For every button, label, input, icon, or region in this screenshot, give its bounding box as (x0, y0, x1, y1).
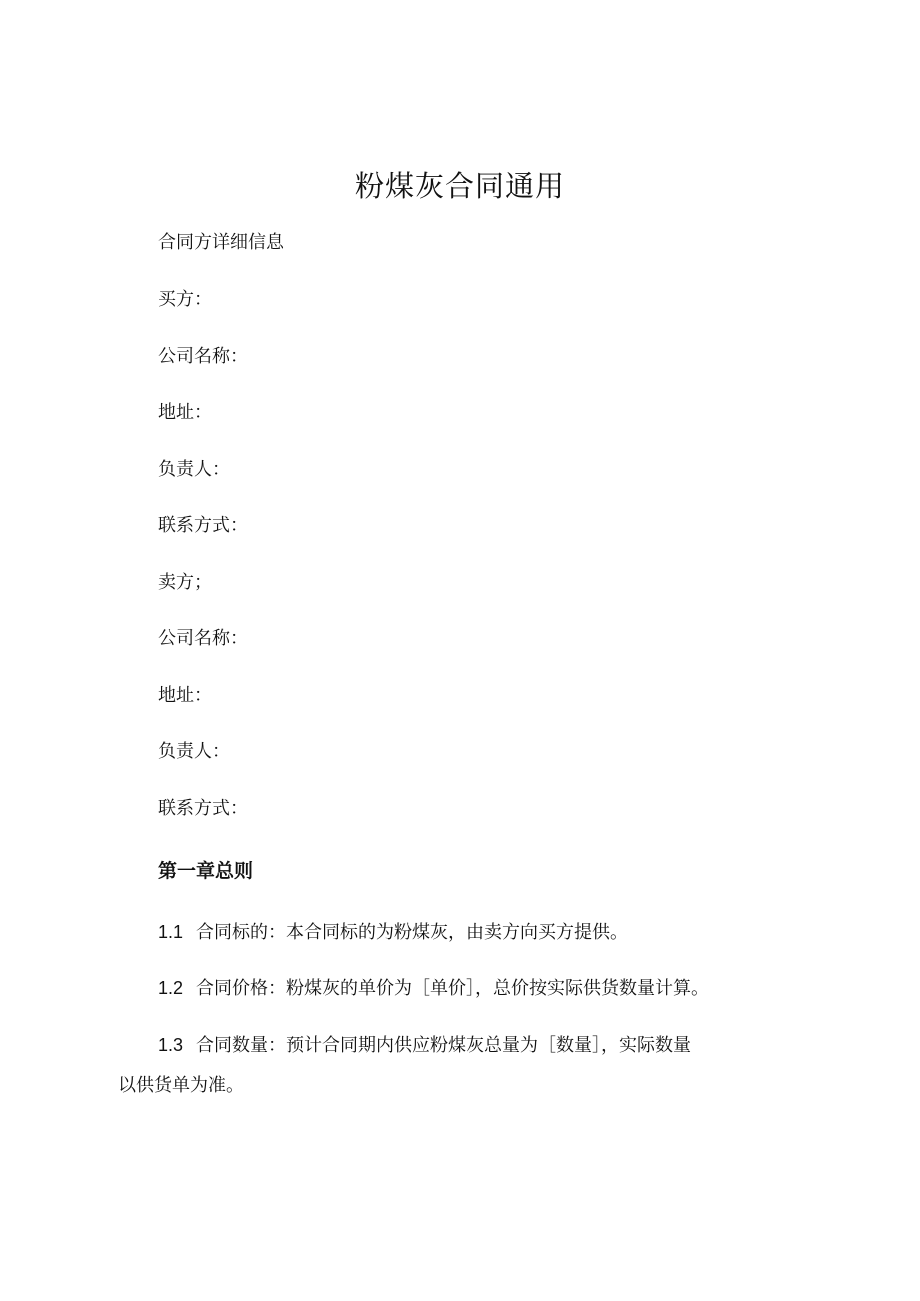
chapter-heading: 第一章总则 (158, 860, 254, 882)
clause-1-3-continuation: 以供货单为准。 (118, 1075, 244, 1096)
clause-1-2 (158, 976, 709, 1001)
seller-address-field: 地址： (158, 685, 212, 706)
seller-company-field: 公司名称： (158, 628, 248, 649)
buyer-label: 买方： (158, 289, 212, 310)
clause-1-1 (158, 920, 628, 945)
seller-contact-field: 联系方式： (158, 798, 248, 819)
seller-person-field: 负责人： (158, 741, 230, 762)
clause-text: 合同价格：粉煤灰的单价为［单价］，总价按实际供货数量计算。 (196, 978, 709, 999)
clause-number: 1.1 (158, 922, 184, 942)
document-title: 粉煤灰合同通用 (354, 169, 565, 203)
clause-number: 1.2 (158, 978, 184, 998)
clause-text: 合同数量：预计合同期内供应粉煤灰总量为［数量］，实际数量 (196, 1035, 691, 1056)
buyer-person-field: 负责人： (158, 459, 230, 480)
buyer-contact-field: 联系方式： (158, 515, 248, 536)
seller-label: 卖方； (158, 572, 212, 593)
clause-number: 1.3 (158, 1035, 184, 1055)
buyer-address-field: 地址： (158, 402, 212, 423)
clause-1-3 (158, 1033, 691, 1058)
parties-heading: 合同方详细信息 (158, 232, 284, 253)
clause-text: 合同标的：本合同标的为粉煤灰，由卖方向买方提供。 (196, 922, 628, 943)
buyer-company-field: 公司名称： (158, 346, 248, 367)
